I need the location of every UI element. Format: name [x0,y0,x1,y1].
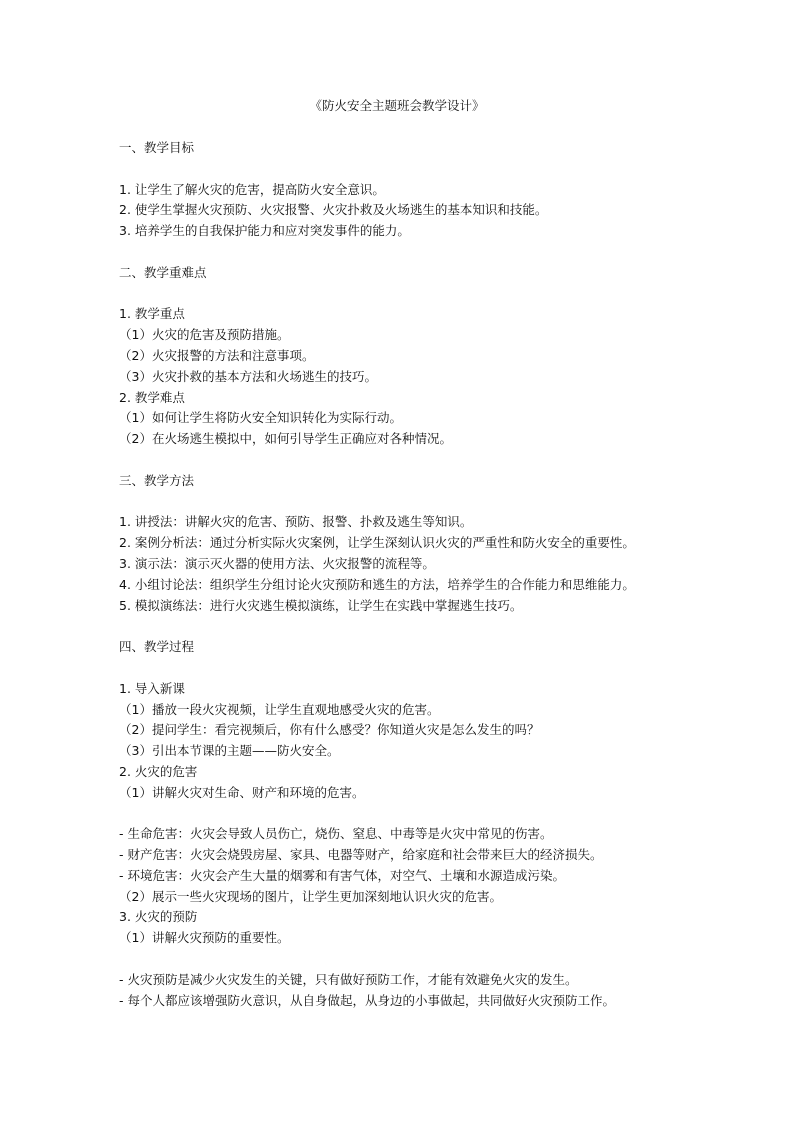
section-heading: 一、教学目标 [119,140,195,155]
list-item: （2）火灾报警的方法和注意事项。 [119,347,315,363]
list-item: （1）火灾的危害及预防措施。 [119,327,290,343]
list-item: （1）讲解火灾对生命、财产和环境的危害。 [119,784,365,800]
list-item: （3）火灾扑救的基本方法和火场逃生的技巧。 [119,368,377,384]
list-item: （2）在火场逃生模拟中，如何引导学生正确应对各种情况。 [119,431,452,447]
list-item: 5. 模拟演练法：进行火灾逃生模拟演练，让学生在实践中掌握逃生技巧。 [119,597,523,613]
list-item: （2）提问学生：看完视频后，你有什么感受？你知道火灾是怎么发生的吗？ [119,722,540,738]
list-item: 2. 火灾的危害 [119,763,198,779]
section-heading: 三、教学方法 [119,472,195,488]
section-heading: 四、教学过程 [119,639,195,655]
list-item: 2. 案例分析法：通过分析实际火灾案例，让学生深刻认识火灾的严重性和防火安全的重要性。 [119,535,635,551]
list-item: 1. 讲授法：讲解火灾的危害、预防、报警、扑救及逃生等知识。 [119,514,473,530]
section-key-points [119,263,719,450]
list-item: - 生命危害：火灾会导致人员伤亡，烧伤、窒息、中毒等是火灾中常见的伤害。 [119,826,553,842]
section-process [119,637,719,1011]
list-item: - 财产危害：火灾会烧毁房屋、家具、电器等财产，给家庭和社会带来巨大的经济损失。 [119,847,603,863]
list-item: - 火灾预防是减少火灾发生的关键，只有做好预防工作，才能有效避免火灾的发生。 [119,971,578,987]
list-item: （3）引出本节课的主题——防火安全。 [119,743,340,759]
list-item: 3. 火灾的预防 [119,909,198,925]
list-item: （1）讲解火灾预防的重要性。 [119,930,290,946]
list-item: （2）展示一些火灾现场的图片，让学生更加深刻地认识火灾的危害。 [119,888,502,904]
document-body [119,138,719,1011]
list-item: 1. 导入新课 [119,680,185,696]
list-item: 3. 培养学生的自我保护能力和应对突发事件的能力。 [119,223,410,239]
list-item: - 每个人都应该增强防火意识，从自身做起，从身边的小事做起，共同做好火灾预防工作。 [119,992,615,1008]
blank-line [119,949,719,970]
blank-line [119,804,719,825]
section-methods [119,471,719,617]
list-item: （1）如何让学生将防火安全知识转化为实际行动。 [119,410,402,426]
list-item: 3. 演示法：演示灭火器的使用方法、火灾报警的流程等。 [119,555,435,571]
list-item: 2. 教学难点 [119,389,185,405]
list-item: 1. 让学生了解火灾的危害，提高防火安全意识。 [119,181,385,197]
section-heading: 二、教学重难点 [119,264,207,280]
list-item: 1. 教学重点 [119,306,185,322]
list-item: （1）播放一段火灾视频，让学生直观地感受火灾的危害。 [119,701,440,717]
list-item: 4. 小组讨论法：组织学生分组讨论火灾预防和逃生的方法，培养学生的合作能力和思维能力。 [119,576,635,592]
list-item: 2. 使学生掌握火灾预防、火灾报警、火灾扑救及火场逃生的基本知识和技能。 [119,202,548,218]
section-objectives [119,138,719,242]
document-title: 《防火安全主题班会教学设计》 [309,98,485,113]
list-item: - 环境危害：火灾会产生大量的烟雾和有害气体，对空气、土壤和水源造成污染。 [119,867,565,883]
